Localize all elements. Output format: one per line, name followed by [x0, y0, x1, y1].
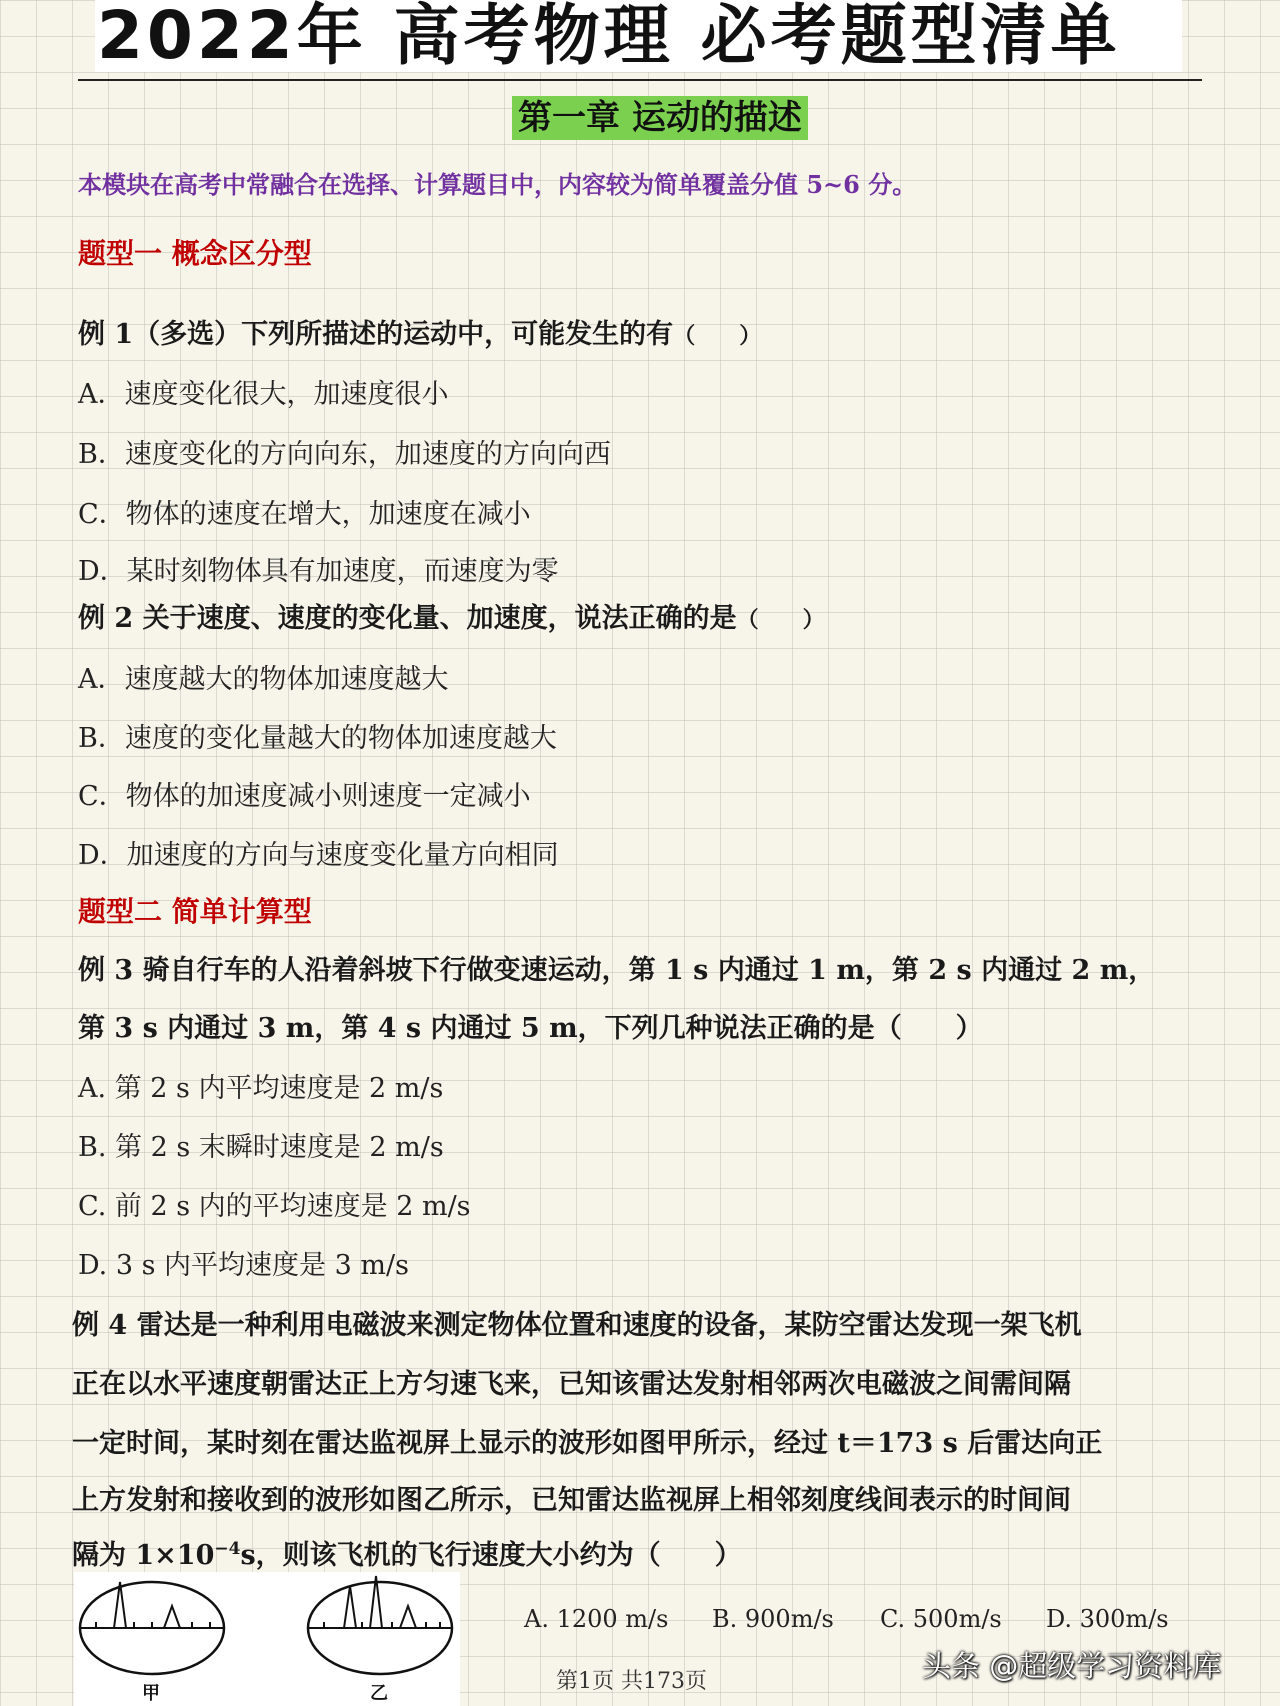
example-4-line-3: 一定时间，某时刻在雷达监视屏上显示的波形如图甲所示，经过 t＝173 s 后雷达向正	[72, 1428, 1103, 1459]
example-4-line-5-a: 隔为 1×10	[72, 1540, 215, 1571]
example-3-line-2: 第 3 s 内通过 3 m，第 4 s 内通过 5 m，下列几种说法正确的是（ ）	[78, 1013, 983, 1044]
example-1-option-b: B．速度变化的方向向东，加速度的方向向西	[78, 439, 611, 470]
chapter-heading: 第一章 运动的描述	[512, 96, 808, 140]
module-intro: 本模块在高考中常融合在选择、计算题目中，内容较为简单覆盖分值 5~6 分。	[78, 170, 917, 199]
example-2-option-c: C．物体的加速度减小则速度一定减小	[78, 781, 531, 812]
example-2-option-b: B．速度的变化量越大的物体加速度越大	[78, 723, 557, 754]
example-1-option-c: C．物体的速度在增大，加速度在减小	[78, 499, 531, 530]
type-heading-1: 题型一 概念区分型	[78, 237, 312, 270]
watermark: 头条 @超级学习资料库	[922, 1649, 1222, 1683]
example-4-line-4: 上方发射和接收到的波形如图乙所示，已知雷达监视屏上相邻刻度线间表示的时间间	[72, 1485, 1071, 1516]
example-3-line-1: 例 3 骑自行车的人沿着斜坡下行做变速运动，第 1 s 内通过 1 m，第 2 s 内通过 2 m，	[78, 955, 1156, 986]
example-4-option-a: A. 1200 m/s	[524, 1605, 669, 1633]
figure-label-jia: 甲	[142, 1683, 160, 1704]
figure-label-yi: 乙	[370, 1683, 388, 1704]
example-1-option-a: A．速度变化很大，加速度很小	[78, 379, 449, 410]
example-2-option-a: A．速度越大的物体加速度越大	[78, 664, 449, 695]
example-2-option-d: D．加速度的方向与速度变化量方向相同	[78, 840, 559, 871]
example-2-stem	[78, 596, 825, 635]
example-1-text: 例 1（多选）下列所描述的运动中，可能发生的有	[78, 319, 674, 350]
page-number: 第1页 共173页	[556, 1669, 707, 1694]
example-4-option-c: C. 500m/s	[880, 1605, 1002, 1633]
example-1-stem	[78, 312, 761, 351]
example-4-option-d: D. 300m/s	[1046, 1605, 1169, 1633]
example-4-line-5	[72, 1533, 742, 1572]
page-title: 2022年 高考物理 必考题型清单	[95, 0, 1182, 72]
type-heading-2: 题型二 简单计算型	[78, 895, 312, 928]
example-3-option-b: B. 第 2 s 末瞬时速度是 2 m/s	[78, 1132, 444, 1163]
radar-screen-figures	[74, 1572, 460, 1706]
example-4-line-1: 例 4 雷达是一种利用电磁波来测定物体位置和速度的设备，某防空雷达发现一架飞机	[72, 1310, 1082, 1341]
figure-background	[74, 1572, 460, 1706]
example-4-line-5-b: s，则该飞机的飞行速度大小约为（ ）	[240, 1540, 742, 1571]
example-3-option-a: A. 第 2 s 内平均速度是 2 m/s	[78, 1073, 444, 1104]
example-4-option-b: B. 900m/s	[712, 1605, 834, 1633]
example-4-exponent: −4	[214, 1539, 241, 1559]
example-2-paren: （ ）	[736, 607, 825, 633]
example-3-option-d: D. 3 s 内平均速度是 3 m/s	[78, 1250, 409, 1281]
example-1-option-d: D．某时刻物体具有加速度，而速度为零	[78, 556, 559, 587]
title-divider	[78, 79, 1202, 81]
example-3-option-c: C. 前 2 s 内的平均速度是 2 m/s	[78, 1191, 471, 1222]
example-2-text: 例 2 关于速度、速度的变化量、加速度，说法正确的是	[78, 603, 737, 634]
example-4-line-2: 正在以水平速度朝雷达正上方匀速飞来，已知该雷达发射相邻两次电磁波之间需间隔	[72, 1369, 1071, 1400]
example-1-paren: （ ）	[673, 323, 762, 349]
